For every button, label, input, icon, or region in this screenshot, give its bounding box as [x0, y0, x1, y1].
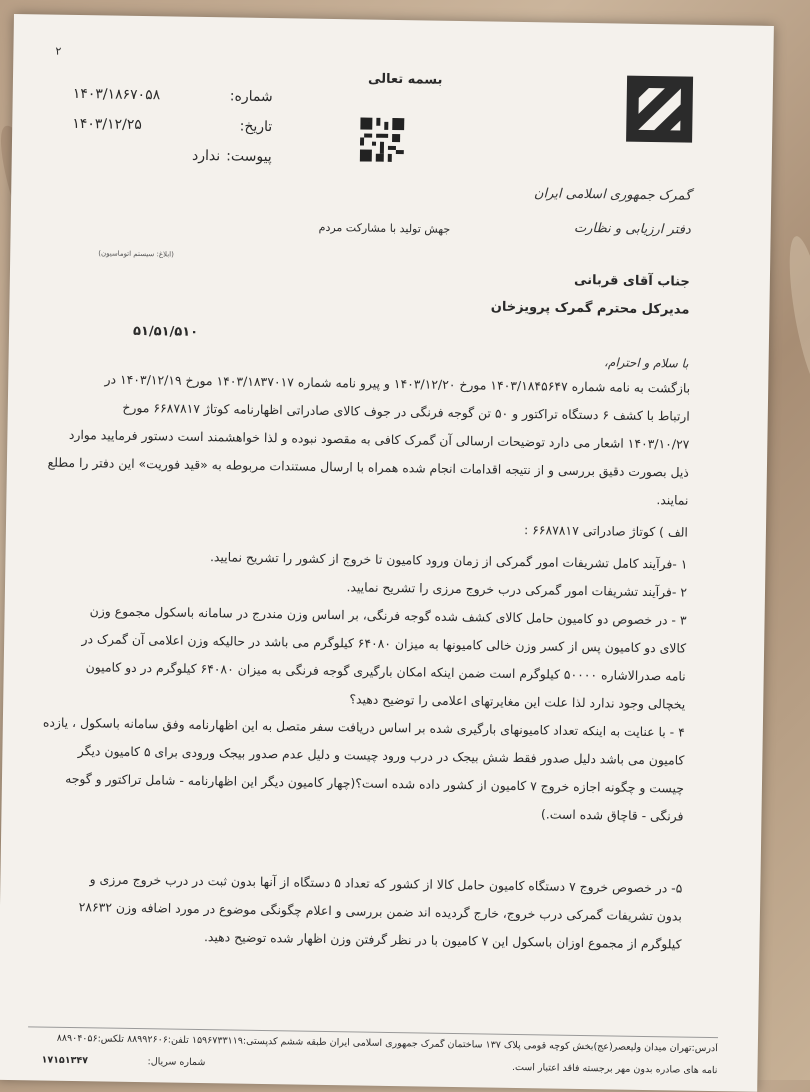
- text-line: بازگشت به نامه شماره ۱۴۰۳/۱۸۴۵۶۴۷ مورخ ۱۴۰۳/۱۲/۲۰ و پیرو نامه شماره ۱۴۰۳/۱۸۳۷۰۱۷ مورخ ۱۴۰۳/۱۲/۱۹ در: [104, 371, 691, 396]
- corner-mark: ۲: [55, 44, 62, 58]
- org-name: گمرک جمهوری اسلامی ایران: [533, 186, 692, 204]
- attachment-label: پیوست:: [226, 148, 272, 166]
- number-value: ۱۴۰۳/۱۸۶۷۰۵۸: [72, 85, 161, 104]
- footer-address: آدرس:تهران میدان ولیعصر(عج)بخش کوچه قومی پلاک ۱۳۷ ساختمان گمرک جمهوری اسلامی ایران طبقه ششم کدپستی:۱۵۹۶۷۳۳۱۱۹ تلفن:۸۸۹۹۲۶۰۶ تلکس:۸۸۹۰۴۰۵۶: [56, 1032, 718, 1055]
- list-item-3-line: ۳ - در خصوص دو کامیون حامل کالای کشف شده گوجه فرنگی، بر اساس وزن مندرج در سامانه باسکول مجموع وزن: [89, 603, 687, 628]
- text-line: ۱۴۰۳/۱۰/۲۷ اشعار می دارد توضیحات ارسالی آن گمرک کافی به مقصود نبوده و لذا خواهشمند است دستور فرمایید موارد: [68, 426, 690, 452]
- recipient-name: جناب آقای قربانی: [573, 272, 690, 290]
- customs-logo-icon: [624, 74, 695, 145]
- number-label: شماره:: [229, 88, 273, 106]
- footer-note: نامه های صادره بدون مهر برجسته فاقد اعتبار است.: [511, 1061, 718, 1077]
- serial-label: شماره سریال:: [147, 1056, 206, 1069]
- list-item-3-line: کالای دو کامیون پس از کسر وزن خالی کامیونها به میزان ۶۴۰۸۰ کیلوگرم می باشد در حالیکه وزن اعلامی آن گمرک در: [81, 631, 687, 656]
- list-item-4-line: کامیون می باشد دلیل صدور فقط شش بیجک در درب ورود چیست و دلیل عدم صدور بیجک ورودی برای ۵ کامیون دیگر: [77, 743, 685, 768]
- automation-note: (ابلاغ: سیستم اتوماسیون): [98, 249, 174, 259]
- list-item-5: [41, 865, 682, 959]
- qr-code-icon: [360, 117, 405, 162]
- list-item-5-line: ۵- در خصوص خروج ۷ دستگاه کامیون حامل کالا از کشور که تعداد ۵ دستگاه از آنها بدون ثبت در درب خروج مرزی و: [89, 871, 683, 896]
- list-item-3-line: یخچالی وجود ندارد لذا علت این مغایرتهای اعلامی را توضیح دهید؟: [349, 691, 686, 712]
- letter-page: [0, 14, 774, 1092]
- text-line: نمایند.: [656, 492, 689, 508]
- recipient-title: مدیرکل محترم گمرک پرویزخان: [490, 299, 690, 318]
- list-item-4-line: چیست و چگونه اجازه خروج ۷ کامیون از کشور داده شده است؟(چهار کامیون دیگر این اظهارنامه - شامل تراکتور و گوجه: [65, 770, 685, 796]
- list-item-2: ۲ -فرآیند تشریفات امور گمرکی درب خروج مرزی را تشریح نمایید.: [346, 579, 688, 600]
- attachment-value: ندارد: [191, 147, 221, 165]
- list-item-5-line: بدون تشریفات گمرکی درب خروج، خارج گردیده اند ضمن بررسی و اعلام چگونگی موضوع در مورد اضافه وزن ۲۸۶۳۲: [78, 899, 683, 924]
- list-item-3-line: نامه صدرالاشاره ۵۰۰۰۰ کیلوگرم است ضمن اینکه امکان بارگیری گوجه فرنگی به میزان ۶۴۰۸۰ کیلوگرم در دو کامیون: [85, 659, 686, 684]
- section-a-heading: الف ) کوتاژ صادراتی ۶۶۸۷۸۱۷ :: [523, 522, 689, 540]
- reference-code: ۵۱/۵۱/۵۱۰: [132, 323, 199, 340]
- list-item-5-line: کیلوگرم از مجموع اوزان باسکول این ۷ کامیون با در نظر گرفتن وزن اظهار شده توضیح دهید.: [203, 929, 682, 952]
- list-item-1: ۱ -فرآیند کامل تشریفات امور گمرکی از زمان ورود کامیون تا خروج از کشور را تشریح نمایید.: [209, 549, 688, 572]
- items-list: [43, 541, 687, 831]
- serial-value: ۱۷۱۵۱۳۴۷: [41, 1054, 89, 1067]
- date-value: ۱۴۰۳/۱۲/۲۵: [72, 115, 142, 134]
- list-item-4-line: ۴ - با عنایت به اینکه تعداد کامیونهای بارگیری شده بر اساس دریافت سفر متصل به این اظهارنامه وفق سامانه باسکول ، یازده: [42, 714, 685, 740]
- list-item-4-line: فرنگی - قاچاق شده است.): [540, 806, 684, 824]
- slogan: جهش تولید با مشارکت مردم: [318, 220, 451, 236]
- date-label: تاریخ:: [239, 118, 273, 136]
- bismillah-title: بسمه تعالی: [367, 71, 443, 88]
- text-line: ارتباط با کشف ۶ دستگاه تراکتور و ۵۰ تن گوجه فرنگی در جوف کالای صادراتی اظهارنامه کوتاژ ۶۶۸۷۸۱۷ مورخ: [122, 399, 690, 424]
- org-department: دفتر ارزیابی و نظارت: [573, 220, 691, 238]
- paragraph-1: [48, 365, 690, 515]
- letter-meta: [72, 79, 273, 172]
- text-line: ذیل بصورت دقیق بررسی و از نتیجه اقدامات انجام شده همراه با ارسال مستندات مربوطه به «قید فوریت» این دفتر را مطلع: [47, 454, 690, 480]
- greeting: با سلام و احترام،: [603, 355, 689, 371]
